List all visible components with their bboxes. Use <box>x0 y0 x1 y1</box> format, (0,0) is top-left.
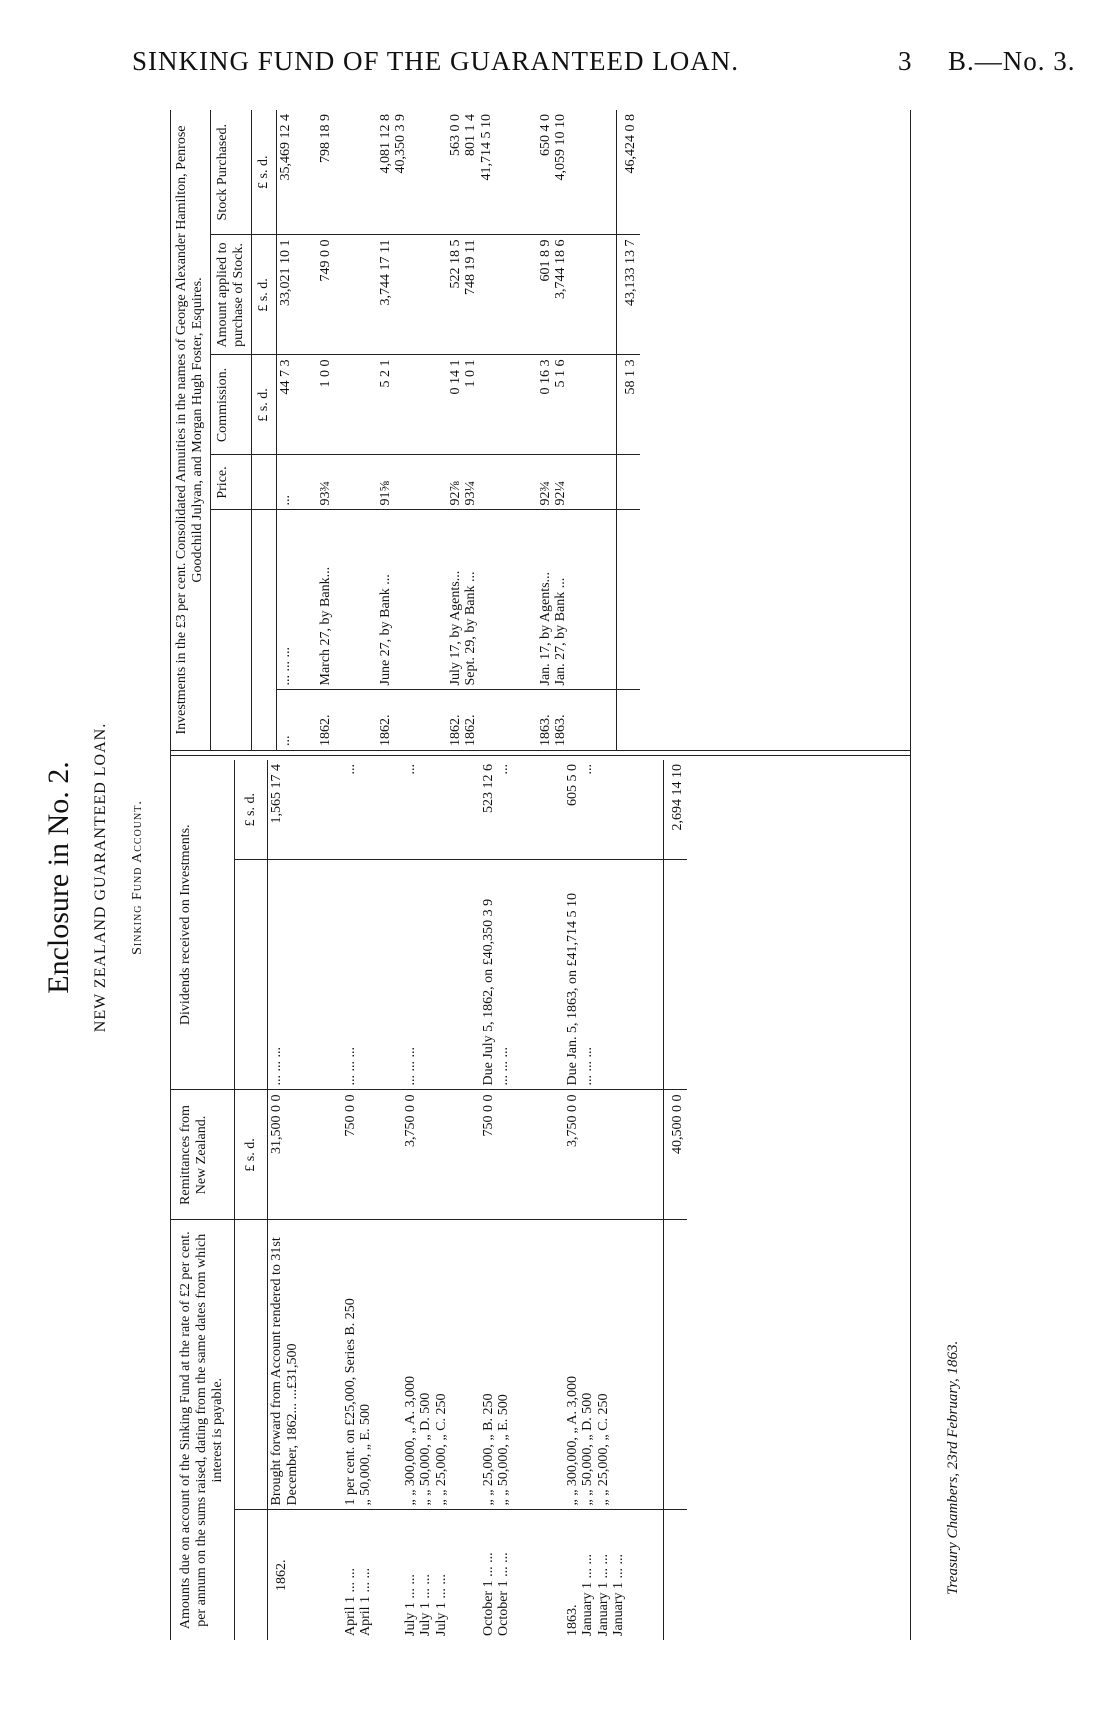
investments-header: Investments in the £3 per cent. Consolidated Annuities in the names of George Alexander Hamilton, Penrose Goodchild Julyan, and Morgan Hugh Foster, Esquires. <box>170 110 211 750</box>
row-description: March 27, by Bank... <box>317 510 377 690</box>
price-header: Price. <box>211 455 252 510</box>
row-dividend-description: Due Jan. 5, 1863, on £41,714 5 10 ... ... ... <box>564 860 664 1090</box>
row-remittance: 3,750 0 0 <box>402 1090 480 1220</box>
row-date: ... <box>278 735 294 746</box>
blank-cell <box>617 690 640 750</box>
stock-currency-header: £ s. d. <box>252 110 277 235</box>
row-description: 1 per cent. on £25,000, Series B. 250 „ 50,000, „ E. 500 <box>342 1220 402 1510</box>
applied-currency-header: £ s. d. <box>252 235 277 355</box>
row-dividend-amount: ... <box>402 760 480 860</box>
footer-signature-line: Treasury Chambers, 23rd February, 1863. <box>945 1340 961 1595</box>
blank-cell <box>664 1510 687 1640</box>
row-remittance: 31,500 0 0 <box>268 1090 342 1220</box>
row-remittance: 3,750 0 0 <box>564 1090 664 1220</box>
page-number: 3 <box>898 46 913 76</box>
commission-total: 58 1 3 <box>617 355 640 455</box>
blank-cell <box>664 1220 687 1510</box>
page-header <box>0 38 1114 78</box>
row-description: ... ... ... <box>277 510 317 690</box>
blank-cell <box>211 510 252 750</box>
row-remittance: 750 0 0 <box>342 1090 402 1220</box>
row-date: 1862. 1862. <box>447 714 479 746</box>
row-price: ... <box>277 455 317 510</box>
table-row <box>342 760 402 1640</box>
amount-applied-header: Amount applied to purchase of Stock. <box>211 235 252 355</box>
row-price: 91⅝ <box>377 455 447 510</box>
dividends-currency-header: £ s. d. <box>235 760 268 860</box>
row-stock-purchased: 35,469 12 4 <box>277 110 317 235</box>
commission-header: Commission. <box>211 355 252 455</box>
amounts-due-header: Amounts due on account of the Sinking Fund at the rate of £2 per cent. per annum on the sums raised, dating from the same dates from which interest is payable. <box>170 1220 235 1640</box>
row-stock-purchased: 563 0 0 801 1 4 41,714 5 10 <box>447 110 537 235</box>
row-dividend-amount: 1,565 17 4 <box>268 760 342 860</box>
blank-cell <box>235 860 268 1090</box>
table-row <box>480 760 564 1640</box>
table-row <box>537 110 617 750</box>
double-column-separator <box>170 750 910 756</box>
investments-table <box>170 110 640 750</box>
row-price: 92⅞ 93¼ <box>447 455 537 510</box>
loan-title: NEW ZEALAND GUARANTEED LOAN. <box>92 722 109 1033</box>
table-row <box>402 760 480 1640</box>
row-amount-applied: 3,744 17 11 <box>377 235 447 355</box>
row-amount-applied: 601 8 9 3,744 18 6 <box>537 235 617 355</box>
remittances-total: 40,500 0 0 <box>664 1090 687 1220</box>
row-commission: 1 0 0 <box>317 355 377 455</box>
row-amount-applied: 522 18 5 748 19 11 <box>447 235 537 355</box>
amount-applied-total: 43,133 13 7 <box>617 235 640 355</box>
row-description: „ „ 300,000, „ A. 3,000 „ „ 50,000, „ D. 500 „ „ 25,000, „ C. 250 <box>402 1220 480 1510</box>
totals-row <box>617 110 640 750</box>
row-amount-applied: 749 0 0 <box>317 235 377 355</box>
blank-cell <box>235 1510 268 1640</box>
row-date: April 1 ... ... April 1 ... ... <box>342 1567 374 1636</box>
row-stock-purchased: 4,081 12 8 40,350 3 9 <box>377 110 447 235</box>
table-row <box>268 760 342 1640</box>
row-date: 1863. 1863. <box>537 714 569 746</box>
blank-cell <box>252 510 277 750</box>
row-amount-applied: 33,021 10 1 <box>277 235 317 355</box>
table-row <box>317 110 377 750</box>
row-commission: 0 14 1 1 0 1 <box>447 355 537 455</box>
row-date: October 1 ... ... October 1 ... ... <box>480 1552 512 1636</box>
stock-purchased-header: Stock Purchased. <box>211 110 252 235</box>
row-commission: 44 7 3 <box>277 355 317 455</box>
running-title: SINKING FUND OF THE GUARANTEED LOAN. <box>132 46 739 76</box>
blank-cell <box>617 455 640 510</box>
totals-row <box>664 760 687 1640</box>
commission-currency-header: £ s. d. <box>252 355 277 455</box>
table-bottom-rule <box>910 110 911 1640</box>
document-reference: B.—No. 3. <box>948 46 1076 76</box>
row-description: June 27, by Bank ... <box>377 510 447 690</box>
row-commission: 5 2 1 <box>377 355 447 455</box>
row-price: 92¾ 92¼ <box>537 455 617 510</box>
blank-cell <box>617 510 640 690</box>
stock-purchased-total: 46,424 0 8 <box>617 110 640 235</box>
row-dividend-description: ... ... ... <box>342 860 402 1090</box>
dividends-header: Dividends received on Investments. <box>170 760 235 1090</box>
remittances-header: Remittances from New Zealand. <box>170 1090 235 1220</box>
row-dividend-description: ... ... ... <box>402 860 480 1090</box>
row-date: 1863. January 1 ... ... January 1 ... ... January 1 ... ... <box>564 1553 627 1636</box>
row-remittance: 750 0 0 <box>480 1090 564 1220</box>
row-dividend-description: Due July 5, 1862, on £40,350 3 9 ... ... ... <box>480 860 564 1090</box>
row-stock-purchased: 650 4 0 4,059 10 10 <box>537 110 617 235</box>
row-price: 93¾ <box>317 455 377 510</box>
row-stock-purchased: 798 18 9 <box>317 110 377 235</box>
row-date: July 1 ... ... July 1 ... ... July 1 ... ... <box>402 1574 449 1636</box>
table-row <box>277 110 317 750</box>
row-date: 1862. <box>274 1559 290 1591</box>
remittances-currency-header: £ s. d. <box>235 1090 268 1220</box>
table-row <box>377 110 447 750</box>
row-description: July 17, by Agents... Sept. 29, by Bank ... <box>447 510 537 690</box>
row-description: „ „ 300,000, „ A. 3,000 „ „ 50,000, „ D. 500 „ „ 25,000, „ C. 250 <box>564 1220 664 1510</box>
sinking-fund-account-tables <box>170 110 910 1640</box>
row-date: 1862. <box>377 714 393 746</box>
enclosure-heading: Enclosure in No. 2. <box>42 761 75 994</box>
row-description: „ „ 25,000, „ B. 250 „ „ 50,000, „ E. 500 <box>480 1220 564 1510</box>
account-title: Sinking Fund Account. <box>130 800 145 955</box>
row-description: Jan. 17, by Agents... Jan. 27, by Bank ... <box>537 510 617 690</box>
row-dividend-description: ... ... ... <box>268 860 342 1090</box>
receipts-table <box>170 760 687 1640</box>
dividends-total: 2,694 14 10 <box>664 760 687 860</box>
blank-cell <box>252 455 277 510</box>
row-dividend-amount: ... <box>342 760 402 860</box>
table-row <box>564 760 664 1640</box>
row-description: Brought forward from Account rendered to 31st December, 1862... ...£31,500 <box>268 1220 342 1510</box>
row-dividend-amount: 523 12 6 ... <box>480 760 564 860</box>
row-date: 1862. <box>317 714 333 746</box>
blank-cell <box>664 860 687 1090</box>
rotated-account-page <box>30 100 1070 1655</box>
table-row <box>447 110 537 750</box>
row-commission: 0 16 3 5 1 6 <box>537 355 617 455</box>
row-dividend-amount: 605 5 0 ... <box>564 760 664 860</box>
blank-cell <box>235 1220 268 1510</box>
